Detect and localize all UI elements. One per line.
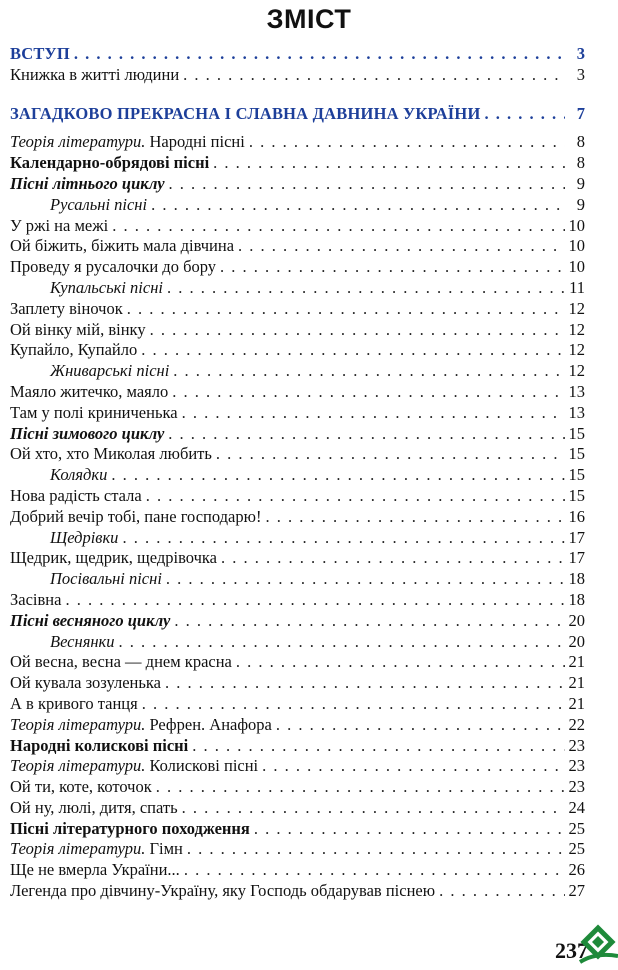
dot-leader [213,153,565,174]
toc-entry-page: 8 [576,132,585,152]
dot-leader [172,382,564,403]
toc-entry-title: Ой ти, коте, коточок [10,777,152,797]
toc-entry[interactable] [10,403,585,424]
toc-entry-title: Маяло житечко, маяло [10,381,169,401]
toc-entry-page: 22 [568,714,585,734]
dot-leader [220,257,564,278]
toc-entry-title: Ой біжить, біжить мала дівчина [10,236,235,256]
dot-leader [276,715,565,736]
dot-leader [182,403,565,424]
toc-entry-title: Календарно-обрядові пісні [10,153,210,173]
dot-leader [122,528,564,549]
dot-leader [183,65,565,86]
toc-entry-page: 25 [568,839,585,859]
toc-entry-title [10,839,183,860]
toc-entry-genre[interactable] [10,278,585,299]
toc-entry[interactable] [10,673,585,694]
toc-entry-title: Пісні зимового циклу [10,423,165,443]
toc-entry-page: 12 [568,319,585,339]
dot-leader [165,673,565,694]
publisher-logo-icon [578,922,618,970]
dot-leader [216,444,565,465]
dot-leader [265,507,564,528]
toc-entry-page: 15 [568,485,585,505]
toc-entry-page: 27 [568,881,585,901]
toc-entry-title: Ой вінку мій, вінку [10,319,146,339]
toc-entry-page: 20 [568,631,585,651]
dot-leader [166,569,565,590]
toc-entry-title: Ой ну, люлі, дитя, спать [10,797,178,817]
toc-entry-title: ЗАГАДКОВО ПРЕКРАСНА І СЛАВНА ДАВНИНА УКРАЇНИ [10,103,481,123]
dot-leader [169,174,565,195]
toc-entry[interactable] [10,548,585,569]
page-number: 237 [555,938,588,963]
toc-entry-title: Ой кувала зозуленька [10,673,161,693]
dot-leader [254,819,565,840]
dot-leader [173,361,564,382]
toc-entry[interactable] [10,860,585,881]
toc-entry[interactable] [10,777,585,798]
toc-section-heading[interactable] [10,104,585,125]
toc-entry-intro[interactable] [10,44,585,65]
toc-entry[interactable] [10,590,585,611]
toc-entry-theory[interactable] [10,839,585,860]
dot-leader [168,424,564,445]
dot-leader [65,590,564,611]
page-title: ЗМІСТ [266,4,352,34]
toc-entry-title: Проведу я русалочки до бору [10,257,217,277]
toc-entry[interactable] [10,798,585,819]
theory-topic: Колискові пісні [145,756,259,776]
dot-leader [74,44,565,65]
dot-leader [167,278,565,299]
toc-entry-page: 23 [568,735,585,755]
toc-entry[interactable] [10,340,585,361]
toc-entry-title: Легенда про дівчину-Україну, яку Господь обдарував піснею [10,881,436,901]
dot-leader [156,777,565,798]
theory-prefix: Теорія літератури. [10,839,146,859]
theory-topic: Народні пісні [145,132,245,152]
dot-leader [112,216,564,237]
toc-entry-genre[interactable] [10,361,585,382]
toc-entry[interactable] [10,216,585,237]
toc-entry[interactable] [10,299,585,320]
toc-entry-title: Там у полі криниченька [10,402,178,422]
toc-entry[interactable] [10,881,585,902]
toc-entry-subsection[interactable] [10,736,585,757]
toc-entry-page: 15 [568,444,585,464]
toc-entry-genre[interactable] [10,195,585,216]
theory-topic: Рефрен. Анафора [145,714,272,734]
toc-entry[interactable] [10,236,585,257]
toc-entry[interactable] [10,652,585,673]
toc-entry-page: 17 [568,527,585,547]
dot-leader [127,299,565,320]
theory-prefix: Теорія літератури. [10,714,146,734]
toc-entry-page: 24 [568,797,585,817]
toc-entry-title: Колядки [50,465,108,485]
toc-entry-page: 12 [568,340,585,360]
toc-entry-title: Народні колискові пісні [10,735,189,755]
toc-entry-title: У ржі на межі [10,215,109,235]
toc-entry-theory[interactable] [10,756,585,777]
dot-leader [182,798,565,819]
dot-leader [150,320,565,341]
toc-entry-genre[interactable] [10,569,585,590]
toc-entry-title: Ой весна, весна — днем красна [10,652,232,672]
toc-entry-page: 23 [568,777,585,797]
toc-entry-title: А в кривого танця [10,693,138,713]
toc-entry-cycle[interactable] [10,174,585,195]
toc-entry-title: Русальні пісні [50,194,148,214]
toc-entry-title: Щедрик, щедрик, щедрівочка [10,548,217,568]
toc-entry-title: Щедрівки [50,527,119,547]
toc-entry-title: Ой хто, хто Миколая любить [10,444,212,464]
toc-entry-title: Веснянки [50,631,115,651]
toc-entry-title: Посівальні пісні [50,569,162,589]
theory-topic: Гімн [145,839,183,859]
toc-entry-page: 9 [576,173,585,193]
toc-entry-title: Книжка в житті людини [10,64,180,84]
toc-entry[interactable] [10,486,585,507]
toc-entry-page: 8 [576,153,585,173]
toc-entry-page: 18 [568,589,585,609]
toc-entry-page: 21 [568,673,585,693]
toc-entry-page: 15 [568,465,585,485]
toc-entry-page: 21 [568,693,585,713]
toc-entry-page: 17 [568,548,585,568]
toc-entry-page: 9 [576,194,585,214]
toc-entry-title [10,756,258,777]
toc-entry-title: Ще не вмерла України... [10,860,180,880]
toc-entry[interactable] [10,382,585,403]
toc-entry-page: 11 [569,277,585,297]
toc-entry[interactable] [10,257,585,278]
toc-entry-page: 10 [568,236,585,256]
dot-leader [146,486,565,507]
toc-entry-title: Заплету віночок [10,298,123,318]
dot-leader [187,839,565,860]
dot-leader [174,611,564,632]
dot-leader [192,736,564,757]
dot-leader [111,465,564,486]
toc-entry-page: 20 [568,610,585,630]
section-gap [10,86,585,104]
toc-entry-genre[interactable] [10,465,585,486]
toc-entry-title: Купайло, Купайло [10,340,138,360]
toc-entry-genre[interactable] [10,528,585,549]
dot-leader [249,132,565,153]
toc-entry-theory[interactable] [10,132,585,153]
toc-entry-subsection[interactable] [10,153,585,174]
table-of-contents [10,44,585,902]
theory-prefix: Теорія літератури. [10,756,146,776]
toc-entry-page: 15 [568,423,585,443]
dot-leader [184,860,565,881]
dot-leader [221,548,565,569]
toc-entry-page: 13 [568,381,585,401]
dot-leader [142,694,565,715]
toc-entry-cycle[interactable] [10,611,585,632]
toc-entry-title: ВСТУП [10,44,70,63]
toc-entry-genre[interactable] [10,632,585,653]
toc-entry[interactable] [10,694,585,715]
toc-entry-page: 12 [568,361,585,381]
toc-entry-page: 26 [568,860,585,880]
dot-leader [262,756,564,777]
toc-entry-title: Добрий вечір тобі, пане господарю! [10,506,262,526]
toc-entry-title: Пісні літнього циклу [10,173,165,193]
toc-entry[interactable] [10,444,585,465]
toc-entry-title [10,715,272,736]
toc-entry-page: 23 [568,756,585,776]
toc-entry-page: 3 [576,44,585,63]
toc-entry-title: Пісні весняного циклу [10,610,171,630]
toc-entry[interactable] [10,320,585,341]
toc-entry-title: Нова радість стала [10,485,142,505]
toc-entry-title: Жниварські пісні [50,361,170,381]
dot-leader [119,632,565,653]
dot-leader [236,652,565,673]
toc-entry-page: 16 [568,506,585,526]
toc-entry-title [10,132,245,153]
toc-entry-page: 25 [568,818,585,838]
toc-entry-title: Пісні літературного походження [10,818,250,838]
toc-entry-subsection[interactable] [10,819,585,840]
toc-entry-page: 10 [568,215,585,235]
toc-entry-page: 7 [576,103,585,123]
toc-entry-page: 3 [576,64,585,84]
toc-entry-page: 13 [568,402,585,422]
section-gap [10,124,585,132]
toc-entry-title: Засівна [10,589,62,609]
toc-entry-theory[interactable] [10,715,585,736]
toc-entry[interactable] [10,65,585,86]
toc-entry-page: 12 [568,298,585,318]
toc-entry-page: 21 [568,652,585,672]
dot-leader [141,340,564,361]
theory-prefix: Теорія літератури. [10,132,146,152]
dot-leader [151,195,565,216]
dot-leader [485,104,566,125]
toc-entry-page: 10 [568,257,585,277]
dot-leader [238,236,564,257]
toc-entry-cycle[interactable] [10,424,585,445]
toc-entry[interactable] [10,507,585,528]
toc-entry-title: Купальські пісні [50,277,163,297]
toc-entry-page: 18 [568,569,585,589]
dot-leader [439,881,564,902]
